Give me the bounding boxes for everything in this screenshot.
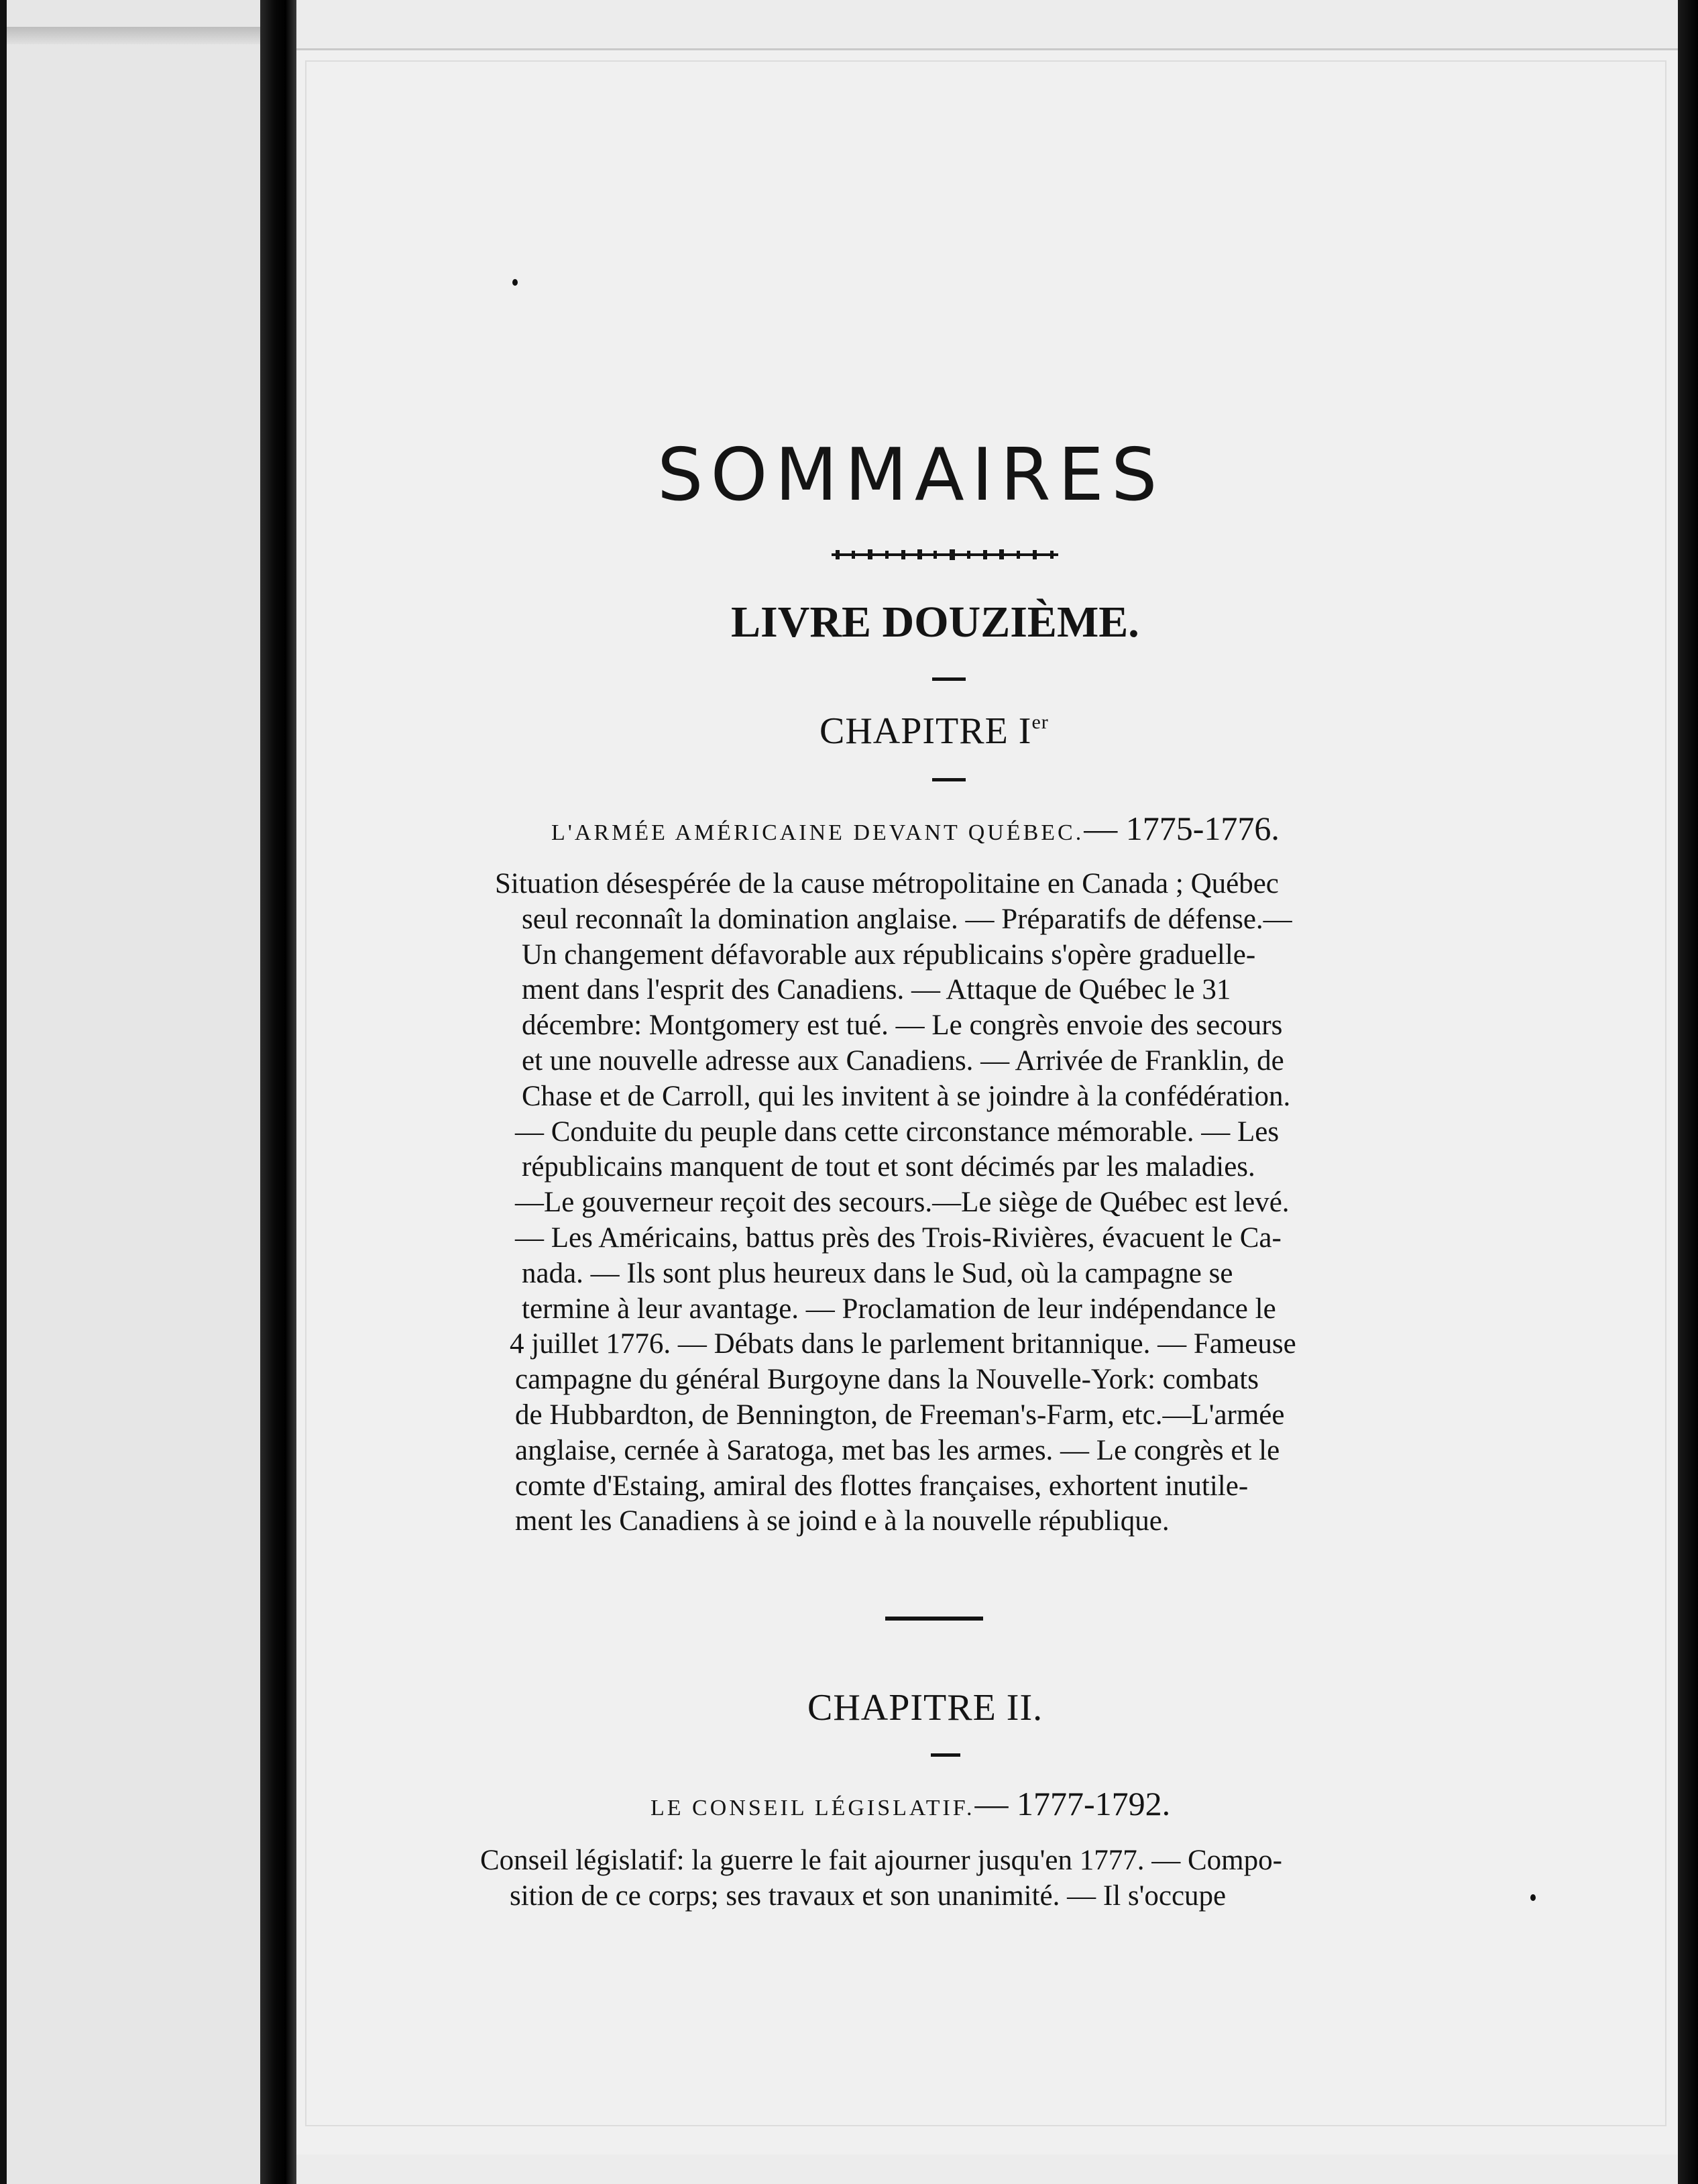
summary-line: — Conduite du peuple dans cette circonstance mémorable. — Les	[515, 1115, 1280, 1148]
summary-line: républicains manquent de tout et sont décimés par les maladies.	[522, 1151, 1255, 1183]
previous-page-margin	[7, 0, 262, 2184]
summary-line: ment dans l'esprit des Canadiens. — Attaque de Québec le 31	[522, 974, 1231, 1006]
ink-speck	[1530, 1894, 1536, 1901]
summary-line: ment les Canadiens à se joind e à la nouvelle république.	[515, 1505, 1170, 1537]
summary-line: — Les Américains, battus près des Trois-Rivières, évacuent le Ca-	[515, 1221, 1282, 1254]
short-dash	[932, 677, 966, 681]
chapter-subtitle-2: LE CONSEIL LÉGISLATIF.— 1777-1792.	[650, 1785, 1171, 1822]
summary-line: campagne du général Burgoyne dans la Nouvelle-York: combats	[515, 1364, 1259, 1396]
section-rule	[885, 1617, 983, 1621]
summary-line: sition de ce corps; ses travaux et son unanimité. — Il s'occupe	[510, 1879, 1227, 1912]
book-gutter	[260, 0, 296, 2184]
summary-line: Un changement défavorable aux républicains s'opère graduelle-	[522, 938, 1256, 971]
summary-line: seul reconnaît la domination anglaise. — Préparatifs de défense.—	[522, 903, 1292, 935]
short-dash	[932, 778, 966, 781]
chapter-heading-2: CHAPITRE II.	[807, 1687, 1043, 1729]
page-title: SOMMAIRES	[657, 433, 1165, 517]
summary-line: Chase et de Carroll, qui les invitent à se joindre à la confédération.	[522, 1080, 1291, 1112]
book-heading: LIVRE DOUZIÈME.	[731, 598, 1139, 647]
summary-line: termine à leur avantage. — Proclamation de leur indépendance le	[522, 1293, 1276, 1325]
summary-line: nada. — Ils sont plus heureux dans le Sud, où la campagne se	[522, 1257, 1233, 1289]
summary-line: comte d'Estaing, amiral des flottes françaises, exhortent inutile-	[515, 1470, 1249, 1502]
chapter-heading-1: CHAPITRE Ier	[819, 710, 1049, 752]
summary-line: —Le gouverneur reçoit des secours.—Le siège de Québec est levé.	[515, 1187, 1290, 1219]
summary-line: de Hubbardton, de Bennington, de Freeman's-Farm, etc.—L'armée	[515, 1399, 1285, 1431]
chapter-summary-2	[480, 1843, 1282, 1914]
chapter-subtitle-1: L'ARMÉE AMÉRICAINE DEVANT QUÉBEC.— 1775-1776.	[551, 810, 1280, 847]
summary-line: décembre: Montgomery est tué. — Le congrès envoie des secours	[522, 1009, 1283, 1042]
summary-line: Situation désespérée de la cause métropolitaine en Canada ; Québec	[495, 868, 1279, 899]
summary-line: anglaise, cernée à Saratoga, met bas les armes. — Le congrès et le	[515, 1434, 1280, 1466]
scan-edge-left	[0, 0, 7, 2184]
chapter-summary-1	[495, 867, 1296, 1539]
scan-edge-right	[1678, 0, 1698, 2184]
short-dash	[931, 1753, 960, 1757]
previous-page-top-shadow	[7, 27, 262, 44]
summary-line: Conseil législatif: la guerre le fait ajourner jusqu'en 1777. — Compo-	[480, 1845, 1282, 1876]
ornament-divider	[832, 549, 1058, 562]
summary-line: 4 juillet 1776. — Débats dans le parlement britannique. — Fameuse	[510, 1328, 1296, 1360]
summary-line: et une nouvelle adresse aux Canadiens. — Arrivée de Franklin, de	[522, 1044, 1284, 1077]
ink-speck	[512, 279, 518, 286]
